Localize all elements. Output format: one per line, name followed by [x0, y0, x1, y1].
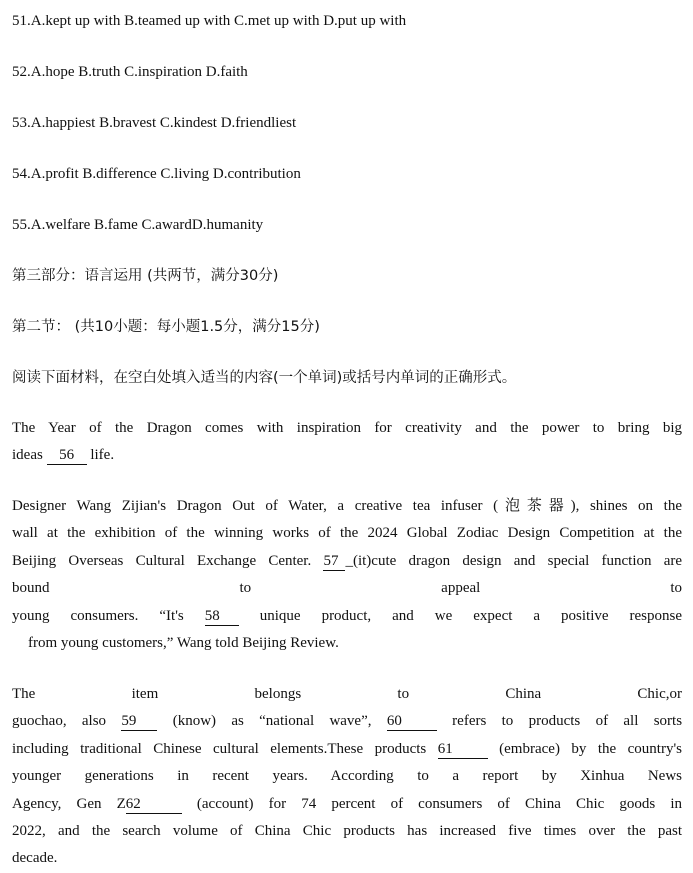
- blank-62: 62: [126, 795, 182, 814]
- text-span: life.: [90, 447, 115, 464]
- text-span: young consumers. “It's: [12, 607, 184, 624]
- paragraph-3-line-6: 2022, and the search volume of China Chic products has increased five times over the past: [12, 823, 682, 840]
- paragraph-1: [12, 415, 682, 470]
- paragraph-3-line-1: The item belongs to China Chic,or: [12, 686, 682, 702]
- paragraph-2-line-4: bound to appeal to: [12, 580, 682, 597]
- option-line-52: 52.A.hope B.truth C.inspiration D.faith: [12, 64, 248, 80]
- blank-61: 61: [438, 740, 488, 759]
- text-span: (account) for 74 percent of consumers of China Chic goods in: [196, 795, 683, 812]
- subsection-title: 第二节： (共10小题：每小题1.5分，满分15分): [12, 319, 320, 335]
- option-line-54: 54.A.profit B.difference C.living D.contribution: [12, 166, 301, 182]
- paragraph-2: [12, 493, 682, 657]
- paragraph-3-line-5: [12, 791, 682, 818]
- text-span: guochao, also: [12, 713, 107, 730]
- text-span: (know) as “national wave”,: [172, 713, 372, 730]
- instruction: 阅读下面材料，在空白处填入适当的内容(一个单词)或括号内单词的正确形式。: [12, 370, 517, 386]
- paragraph-2-line-5: [12, 603, 682, 630]
- paragraph-2-line-2: wall at the exhibition of the winning works of the 2024 Global Zodiac Design Competition at the: [12, 525, 682, 542]
- paragraph-2-line-1: Designer Wang Zijian's Dragon Out of Water, a creative tea infuser (泡茶器), shines on the: [12, 498, 682, 514]
- paragraph-3-line-2: [12, 708, 682, 735]
- paragraph-2-line-6: from young customers,” Wang told Beijing Review.: [28, 635, 339, 652]
- paragraph-3: [12, 681, 682, 873]
- paragraph-3-line-4: younger generations in recent years. According to a report by Xinhua News: [12, 768, 682, 785]
- blank-59: 59: [121, 712, 157, 731]
- blank-57: 57: [323, 552, 345, 571]
- paragraph-1-line-2: [12, 442, 682, 469]
- text-span: Beijing Overseas Cultural Exchange Center.: [12, 552, 312, 569]
- text-span: (embrace) by the country's: [499, 740, 682, 757]
- blank-58: 58: [205, 607, 239, 626]
- option-line-55: 55.A.welfare B.fame C.awardD.humanity: [12, 217, 264, 233]
- blank-56: 56: [47, 446, 87, 465]
- section-title: 第三部分：语言运用 (共两节，满分30分): [12, 268, 279, 284]
- blank-60: 60: [387, 712, 437, 731]
- option-line-53: 53.A.happiest B.bravest C.kindest D.friendliest: [12, 115, 297, 131]
- paragraph-3-line-7: decade.: [12, 850, 58, 867]
- paragraph-3-line-3: [12, 736, 682, 763]
- paragraph-1-line-1: The Year of the Dragon comes with inspiration for creativity and the power to bring big: [12, 420, 682, 436]
- text-span: refers to products of all sorts: [452, 713, 683, 730]
- option-line-51: 51.A.kept up with B.teamed up with C.met up with D.put up with: [12, 13, 407, 29]
- text-span: ideas: [12, 447, 43, 464]
- text-span: including traditional Chinese cultural elements.These products: [12, 740, 427, 757]
- text-span: Agency, Gen Z: [12, 795, 126, 812]
- text-span: _(it)cute dragon design and special function are: [345, 552, 683, 569]
- paragraph-2-line-3: [12, 548, 682, 575]
- text-span: unique product, and we expect a positive response: [259, 607, 683, 624]
